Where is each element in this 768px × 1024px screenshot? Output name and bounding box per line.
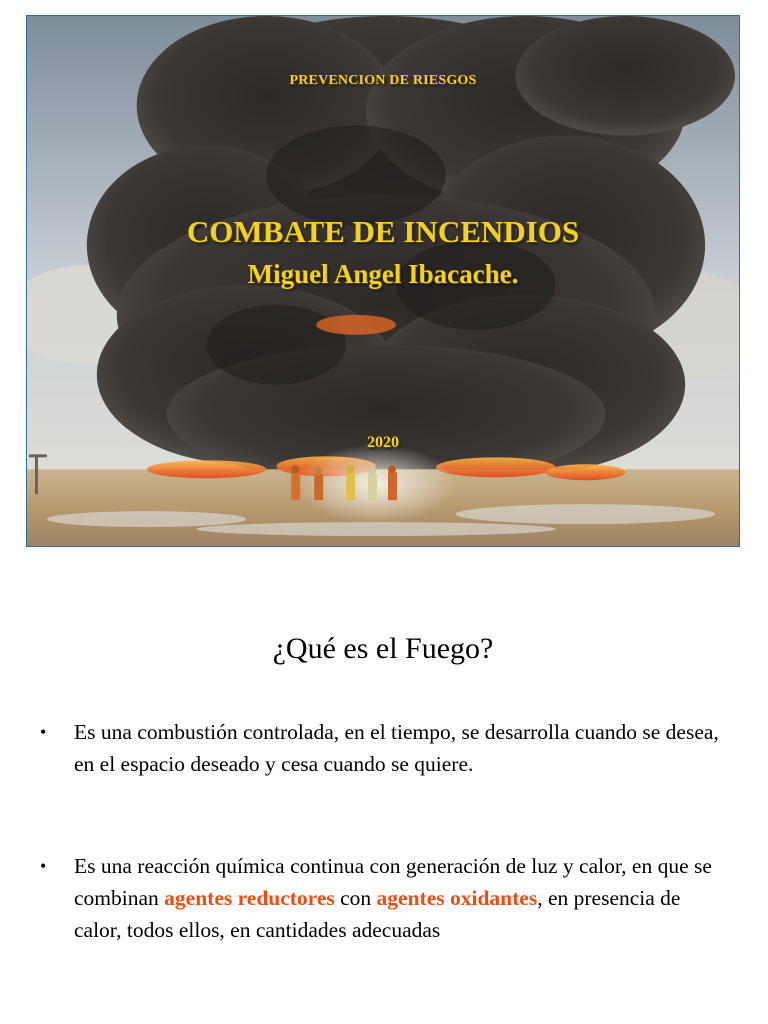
bullet-dot: • [40,856,47,876]
content-slide [26,560,740,1010]
slide-heading: ¿Qué es el Fuego? [272,632,494,665]
cover-author: Miguel Angel Ibacache. [247,259,519,289]
cover-header: PREVENCION DE RIESGOS [289,73,477,88]
cover-year: 2020 [367,434,399,451]
bullet-dot: • [40,722,47,742]
bullet-text-part: con [334,886,377,910]
bullet-text-part: Es una reacción química continua con generación de luz y calor, en que se combinan [74,854,712,910]
bullet-text: Es una combustión controlada, en el tiempo, se desarrolla cuando se desea, en el espacio deseado y cesa cuando se quiere. [74,720,719,776]
highlight-reducing-agents: agentes reductores [164,886,335,910]
cover-slide [26,15,740,547]
highlight-oxidizing-agents: agentes oxidantes [376,886,538,910]
bullet-text-part: , en presencia de calor, todos ellos, en cantidades adecuadas [74,886,681,942]
bullet-item-2 [40,850,720,946]
bullet-item-1 [40,716,720,780]
cover-title: COMBATE DE INCENDIOS [186,214,580,249]
bullet-text [74,850,720,946]
